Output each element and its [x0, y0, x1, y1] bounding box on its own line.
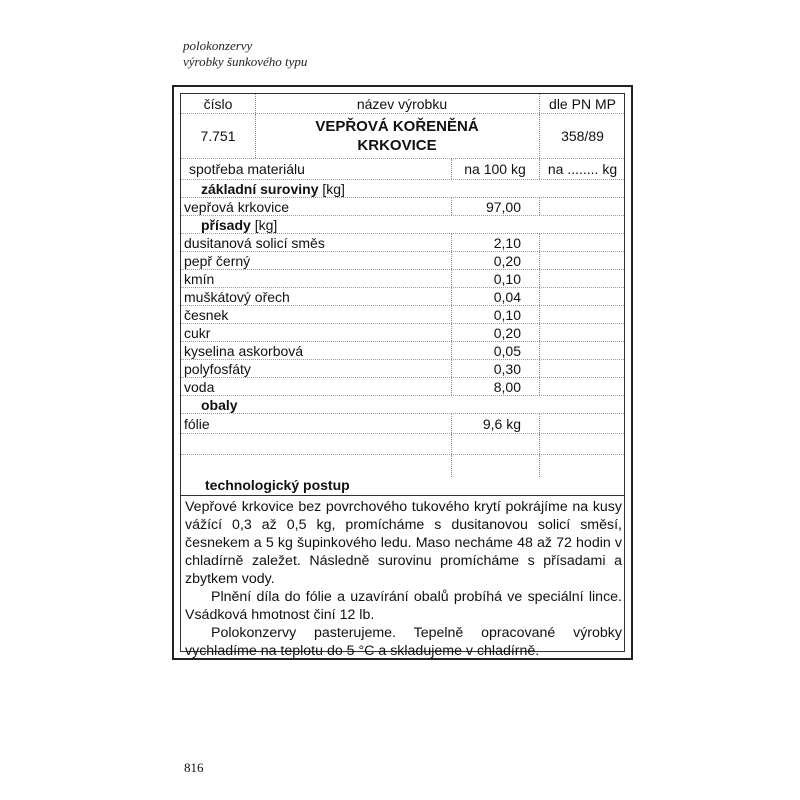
- table-row: [181, 252, 624, 270]
- table-row: [181, 288, 624, 306]
- table-row: [181, 270, 624, 288]
- procedure-paragraph: Vepřové krkovice bez povrchového tukového krytí pokrájíme na kusy vážící 0,3 až 0,5 kg, promícháme s dusitanovou solicí směsí, česnekem a 5 kg šupinkového ledu. Maso necháme 48 až 72 hodin v chladírně zaležet. Následně surovinu promícháme s přísadami a zbytkem vody.: [185, 499, 622, 587]
- ingredient-amount: 0,05: [493, 342, 521, 359]
- ingredient-name: kyselina askorbová: [184, 342, 304, 359]
- consumption-row: [181, 159, 624, 180]
- ingredient-amount: 0,10: [493, 306, 521, 323]
- ingredient-amount: 97,00: [485, 198, 521, 215]
- procedure-text: [185, 498, 622, 660]
- procedure-paragraph: Polokonzervy pasterujeme. Tepelně opracované výrobky vychladíme na teplotu do 5 °C a skladujeme v chladírně.: [185, 625, 622, 659]
- col-standard-header: dle PN MP: [549, 95, 616, 112]
- ingredient-name: vepřová krkovice: [184, 198, 290, 215]
- additives-section-title: [201, 216, 501, 233]
- ingredient-name: česnek: [184, 306, 229, 323]
- page-number: 816: [184, 760, 204, 775]
- ingredient-amount: 0,30: [493, 360, 521, 377]
- product-name-line1: VEPŘOVÁ KOŘENĚNÁ: [315, 118, 479, 135]
- table-row: [181, 342, 624, 360]
- ingredient-amount: 8,00: [493, 378, 521, 395]
- product-name-line2: KRKOVICE: [357, 137, 437, 154]
- ingredient-amount: 0,10: [493, 270, 521, 287]
- additives-section-row: [181, 216, 624, 234]
- packaging-name: fólie: [184, 415, 210, 432]
- additives-title: přísady: [201, 216, 251, 233]
- additives-unit: [kg]: [254, 216, 278, 233]
- per-100kg-header: na 100 kg: [464, 161, 526, 177]
- procedure-paragraph: Plnění díla do fólie a uzavírání obalů probíhá ve speciální lince. Vsádková hmotnost činí 12 lb.: [185, 589, 622, 623]
- consumption-label: spotřeba materiálu: [189, 161, 305, 177]
- ingredient-name: voda: [184, 378, 215, 395]
- basic-unit: [kg]: [322, 180, 345, 197]
- packaging-section-row: [181, 396, 624, 414]
- ingredient-amount: 0,20: [493, 252, 521, 269]
- running-header: [183, 38, 307, 70]
- header-category: polokonzervy: [183, 38, 253, 53]
- table-row: [181, 324, 624, 342]
- product-row: [181, 114, 624, 159]
- table-row-empty: [181, 434, 624, 455]
- ingredient-amount: 0,04: [493, 288, 521, 305]
- table-row: [181, 306, 624, 324]
- product-standard: 358/89: [561, 128, 604, 144]
- packaging-amount: 9,6 kg: [482, 415, 521, 432]
- table-row: [181, 198, 624, 216]
- ingredient-name: muškátový ořech: [184, 288, 290, 305]
- ingredient-name: dusitanová solicí směs: [184, 234, 325, 251]
- ingredient-amount: 2,10: [493, 234, 521, 251]
- product-name: [255, 114, 539, 158]
- header-subcategory: výrobky šunkového typu: [183, 54, 308, 69]
- table-row: [181, 360, 624, 378]
- col-number-header: číslo: [203, 95, 233, 112]
- recipe-table: [180, 93, 625, 659]
- table-row-empty: [181, 455, 624, 477]
- table-row: [181, 378, 624, 396]
- product-number: 7.751: [200, 128, 236, 144]
- table-row: [181, 234, 624, 252]
- recipe-card: [172, 85, 633, 660]
- ingredient-name: kmín: [184, 270, 215, 287]
- packaging-title: obaly: [201, 396, 238, 413]
- ingredient-name: pepř černý: [184, 252, 251, 269]
- table-row: [181, 414, 624, 434]
- table-header-row: [181, 94, 624, 114]
- ingredient-name: cukr: [184, 324, 211, 341]
- procedure-title: technologický postup: [181, 477, 624, 496]
- col-name-header: název výrobku: [356, 95, 448, 112]
- basic-title: základní suroviny: [201, 180, 319, 197]
- basic-section-row: [181, 180, 624, 198]
- basic-section-title: [201, 180, 501, 197]
- ingredient-amount: 0,20: [493, 324, 521, 341]
- per-custom-header: na ........ kg: [547, 161, 618, 177]
- ingredient-name: polyfosfáty: [184, 360, 251, 377]
